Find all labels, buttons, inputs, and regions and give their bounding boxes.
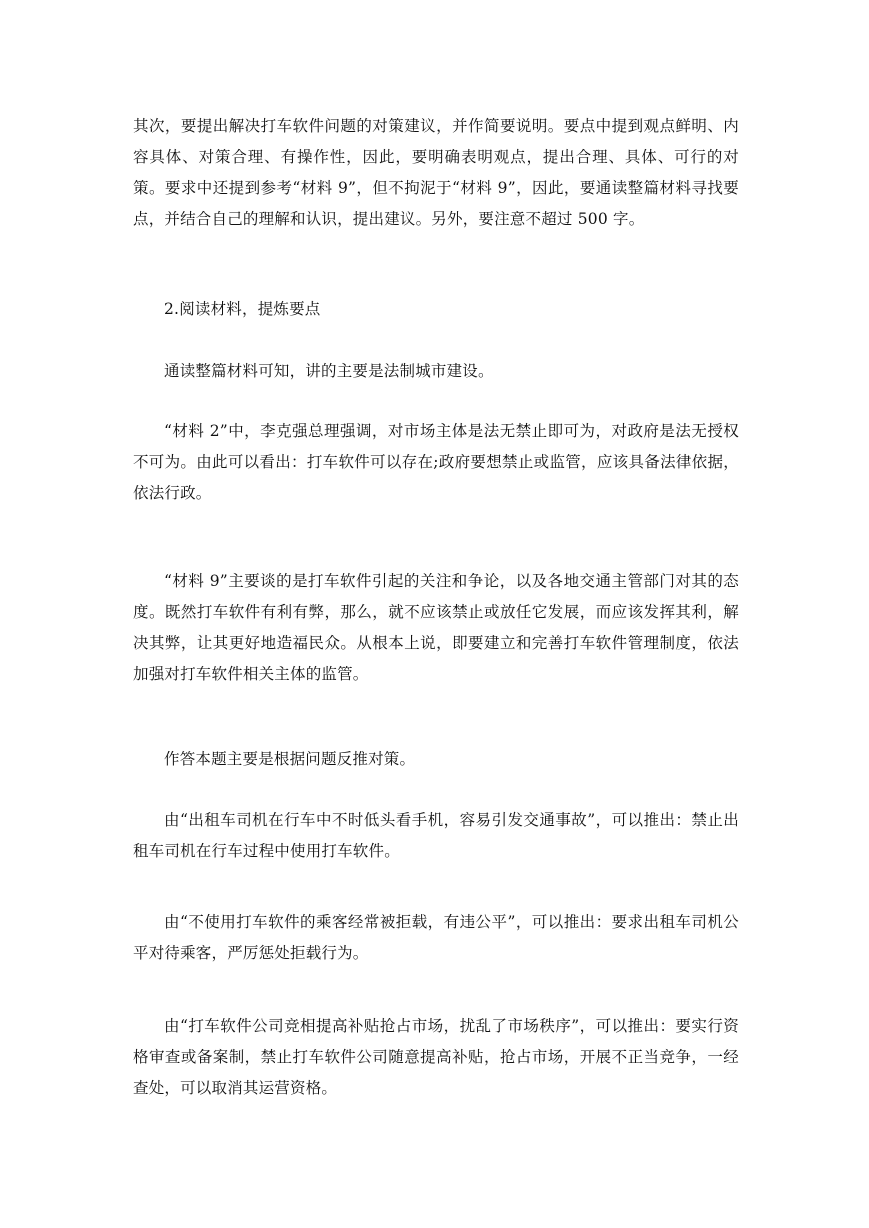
paragraph-material-2: “材料 2”中，李克强总理强调，对市场主体是法无禁止即可为，对政府是法无授权不可为。由此可以看出：打车软件可以存在;政府要想禁止或监管，应该具备法律依据，依法行政。	[133, 422, 739, 502]
paragraph-subsidy-competition: 由“打车软件公司竞相提高补贴抢占市场，扰乱了市场秩序”，可以推出：要实行资格审查或备案制，禁止打车软件公司随意提高补贴，抢占市场，开展不正当竞争，一经查处，可以取消其运营资格。	[133, 1017, 739, 1097]
section-heading-read-materials: 2.阅读材料，提炼要点	[164, 300, 321, 318]
paragraph-refusal-fairness: 由“不使用打车软件的乘客经常被拒载，有违公平”，可以推出：要求出租车司机公平对待乘客，严厉惩处拒载行为。	[133, 913, 739, 962]
paragraph-driver-phone-use: 由“出租车司机在行车中不时低头看手机，容易引发交通事故”，可以推出：禁止出租车司机在行车过程中使用打车软件。	[133, 811, 739, 860]
paragraph-countermeasure-intro: 其次，要提出解决打车软件问题的对策建议，并作简要说明。要点中提到观点鲜明、内容具体、对策合理、有操作性，因此，要明确表明观点，提出合理、具体、可行的对策。要求中还提到参考“材料 9”，但不拘泥于“材料 9”，因此，要通读整篇材料寻找要点，并结合自己的理解和认识，提出建议。另外，要注意不超过 500 字。	[133, 117, 739, 228]
paragraph-approach: 作答本题主要是根据问题反推对策。	[164, 750, 416, 768]
paragraph-material-9: “材料 9”主要谈的是打车软件引起的关注和争论，以及各地交通主管部门对其的态度。既然打车软件有利有弊，那么，就不应该禁止或放任它发展，而应该发挥其利，解决其弊，让其更好地造福民众。从根本上说，即要建立和完善打车软件管理制度，依法加强对打车软件相关主体的监管。	[133, 572, 739, 683]
paragraph-overview: 通读整篇材料可知，讲的主要是法制城市建设。	[164, 362, 494, 380]
